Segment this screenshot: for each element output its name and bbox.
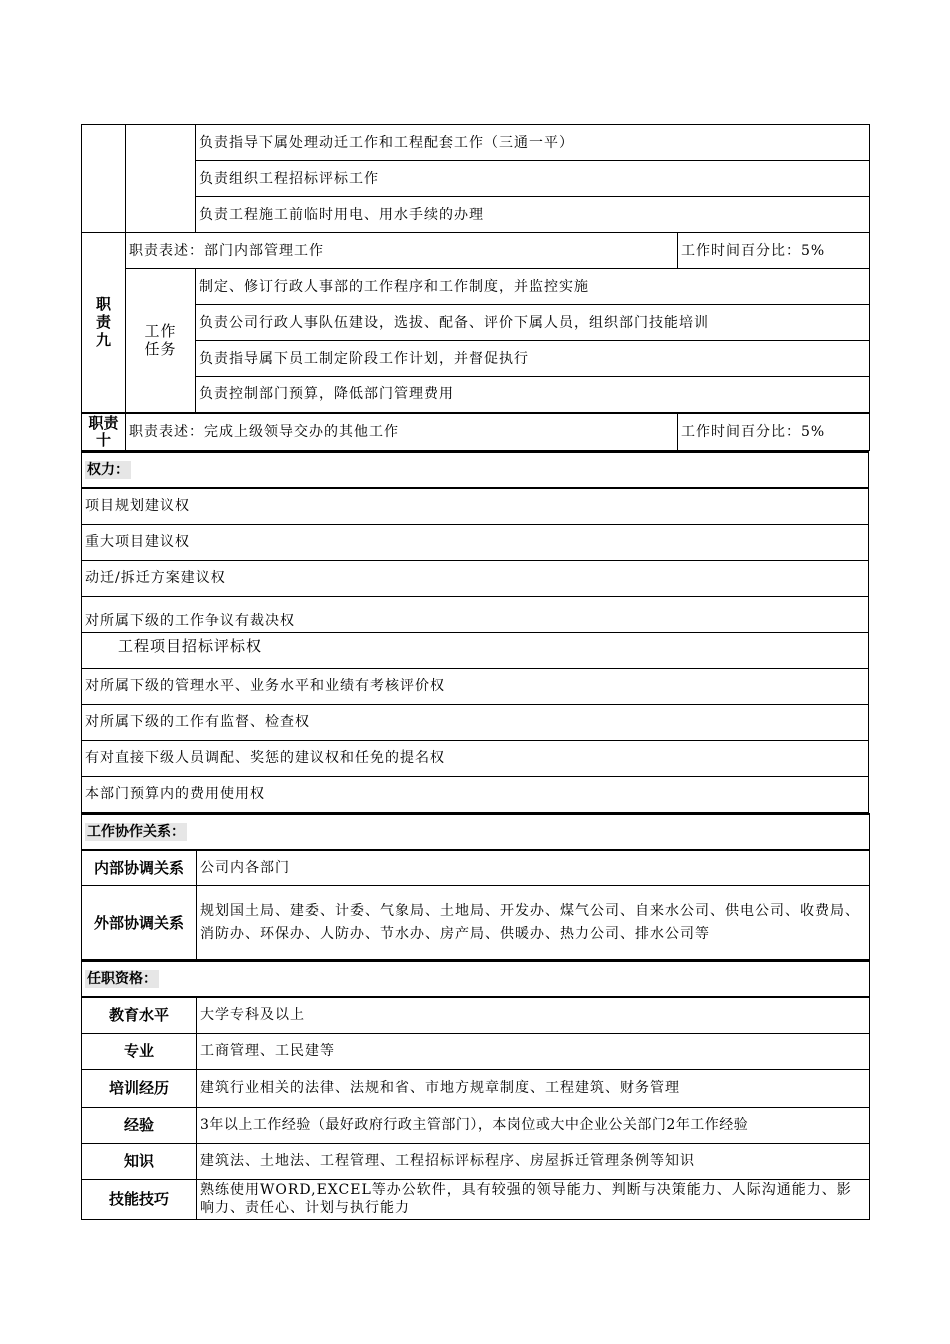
qualification-value: 工商管理、工民建等 [197, 1033, 870, 1069]
duty10-label-1: 职责 [88, 413, 119, 432]
authority-item: 本部门预算内的费用使用权 [82, 776, 869, 812]
authority-title [82, 452, 869, 488]
duty9-task-label [126, 269, 196, 413]
qualification-value: 熟练使用WORD,EXCEL等办公软件，具有较强的领导能力、判断与决策能力、人际沟通能力、影响力、责任心、计划与执行能力 [197, 1179, 870, 1219]
qualification-label: 专业 [82, 1033, 197, 1069]
qualification-value: 大学专科及以上 [197, 997, 870, 1033]
authority-item: 项目规划建议权 [82, 488, 869, 524]
internal-relations-label: 内部协调关系 [82, 850, 197, 886]
duty9-label-1: 职 [95, 295, 111, 314]
job-description-document [81, 124, 869, 1220]
task-item: 负责组织工程招标评标工作 [196, 161, 870, 197]
task-item: 负责指导属下员工制定阶段工作计划，并督促执行 [196, 341, 870, 377]
qualification-label: 经验 [82, 1107, 197, 1143]
duty10-label-2: 十 [95, 430, 111, 449]
duty10-label [82, 413, 126, 451]
task-label-1: 工作 [144, 322, 177, 341]
duty10-statement: 职责表述：完成上级领导交办的其他工作 [126, 413, 678, 451]
task-item: 负责控制部门预算，降低部门管理费用 [196, 377, 870, 413]
authority-item: 对所属下级的工作有监督、检查权 [82, 704, 869, 740]
external-relations-label: 外部协调关系 [82, 886, 197, 960]
duty-label-cell-prev [82, 125, 126, 233]
duty9-label [82, 233, 126, 413]
relations-title [82, 814, 870, 850]
qualification-value: 建筑行业相关的法律、法规和省、市地方规章制度、工程建筑、财务管理 [197, 1069, 870, 1107]
task-item: 负责指导下属处理动迁工作和工程配套工作（三通一平） [196, 125, 870, 161]
duty10-percent: 工作时间百分比：5% [678, 413, 870, 451]
task-item: 制定、修订行政人事部的工作程序和工作制度，并监控实施 [196, 269, 870, 305]
authority-item: 有对直接下级人员调配、奖惩的建议权和任免的提名权 [82, 740, 869, 776]
authority-item: 对所属下级的管理水平、业务水平和业绩有考核评价权 [82, 668, 869, 704]
task-label-2: 任务 [144, 340, 177, 359]
duty9-statement: 职责表述：部门内部管理工作 [126, 233, 678, 269]
qualifications-title [82, 961, 870, 997]
authority-item: 重大项目建议权 [82, 524, 869, 560]
qualification-label: 教育水平 [82, 997, 197, 1033]
authority-item: 动迁/拆迁方案建议权 [82, 560, 869, 596]
internal-relations-value: 公司内各部门 [197, 850, 870, 886]
duty9-label-3: 九 [95, 331, 111, 350]
authority-table [81, 451, 869, 813]
duty9-label-2: 责 [95, 313, 111, 332]
task-item: 负责公司行政人事队伍建设，选拔、配备、评价下属人员，组织部门技能培训 [196, 305, 870, 341]
qualifications-title-text: 任职资格： [87, 971, 157, 987]
authority-item: 对所属下级的工作争议有裁决权 [82, 596, 869, 632]
authority-title-text: 权力： [87, 462, 129, 478]
relations-title-text: 工作协作关系： [87, 823, 185, 840]
qualifications-table [81, 960, 870, 1220]
duty9-percent: 工作时间百分比：5% [678, 233, 870, 269]
authority-item: 工程项目招标评标权 [82, 632, 869, 668]
external-relations-value: 规划国土局、建委、计委、气象局、土地局、开发办、煤气公司、自来水公司、供电公司、收费局、消防办、环保办、人防办、节水办、房产局、供暖办、热力公司、排水公司等 [197, 886, 870, 960]
qualification-value: 3年以上工作经验（最好政府行政主管部门），本岗位或大中企业公关部门2年工作经验 [197, 1107, 870, 1143]
qualification-label: 技能技巧 [82, 1179, 197, 1219]
qualification-value: 建筑法、土地法、工程管理、工程招标评标程序、房屋拆迁管理条例等知识 [197, 1143, 870, 1179]
qualification-label: 知识 [82, 1143, 197, 1179]
duties-table [81, 124, 870, 451]
task-item: 负责工程施工前临时用电、用水手续的办理 [196, 197, 870, 233]
qualification-label: 培训经历 [82, 1069, 197, 1107]
relations-table [81, 813, 870, 961]
task-label-cell-prev [126, 125, 196, 233]
